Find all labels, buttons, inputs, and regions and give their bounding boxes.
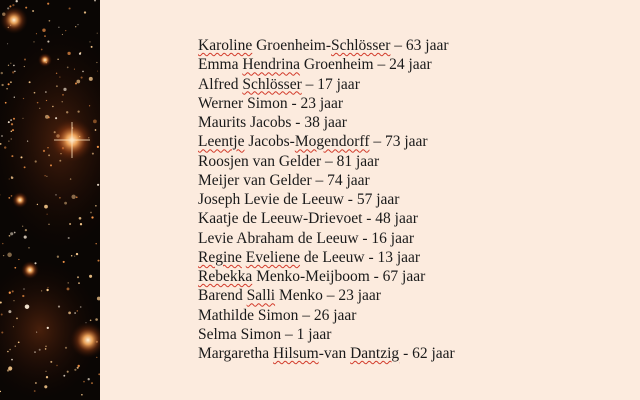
- star-speck: [96, 357, 97, 358]
- spellcheck-flagged-word: Schlösser: [242, 75, 302, 93]
- star-speck: [18, 259, 19, 260]
- star-speck: [57, 59, 58, 60]
- name-text: – 73 jaar: [369, 133, 428, 151]
- star-speck: [47, 287, 48, 288]
- star-speck: [52, 106, 53, 107]
- star-speck: [89, 77, 93, 81]
- star-speck: [46, 100, 47, 101]
- starfield-image: [0, 0, 100, 400]
- star-speck: [68, 237, 70, 239]
- name-text: – 17 jaar: [301, 75, 360, 93]
- star-speck: [24, 166, 26, 168]
- star-speck: [36, 332, 37, 333]
- star-speck: [77, 310, 79, 312]
- spellcheck-flagged-word: Leentje: [198, 133, 245, 151]
- star-speck: [16, 0, 18, 2]
- name-line: [198, 267, 455, 286]
- name-text: Menko-Meijboom - 67 jaar: [252, 268, 426, 285]
- star-speck: [1, 72, 3, 74]
- star-speck: [91, 382, 93, 384]
- star-speck: [97, 33, 98, 34]
- name-line: [198, 171, 455, 190]
- star-speck: [47, 214, 48, 215]
- star-speck: [63, 88, 66, 91]
- star-speck: [82, 71, 84, 73]
- star-speck: [81, 77, 83, 79]
- star-speck: [48, 154, 50, 156]
- name-text: -van: [318, 345, 351, 362]
- star-speck: [67, 287, 70, 290]
- star-speck: [3, 255, 4, 256]
- star-speck: [92, 153, 94, 155]
- star-speck: [65, 347, 67, 349]
- star-speck: [63, 261, 65, 263]
- star-speck: [78, 282, 80, 284]
- name-text: Groenheim-: [252, 37, 331, 54]
- star-speck: [9, 235, 11, 237]
- name-text: Margaretha: [198, 345, 274, 362]
- star-speck: [25, 7, 27, 9]
- star-speck: [24, 59, 26, 61]
- star-speck: [95, 205, 97, 207]
- star-speck: [84, 11, 86, 13]
- star-speck: [75, 26, 76, 27]
- star-speck: [5, 102, 7, 104]
- star-speck: [47, 3, 49, 5]
- star-speck: [77, 110, 79, 112]
- star-speck: [56, 73, 57, 74]
- star-speck: [91, 46, 93, 48]
- star-speck: [46, 176, 47, 177]
- star-speck: [70, 178, 71, 179]
- star-speck: [1, 84, 3, 86]
- name-line: [198, 286, 455, 305]
- name-text: Mathilde Simon – 26 jaar: [198, 306, 357, 324]
- name-text: Menko – 23 jaar: [275, 287, 381, 305]
- star-speck: [12, 129, 14, 131]
- star-speck: [22, 226, 23, 227]
- star-speck: [14, 71, 15, 72]
- star-speck: [69, 223, 71, 225]
- star-speck: [57, 256, 59, 258]
- star-speck: [58, 306, 60, 308]
- star-speck: [68, 282, 69, 283]
- star-speck: [6, 88, 8, 90]
- star-speck: [62, 34, 63, 35]
- star-speck: [55, 194, 56, 195]
- star-speck: [58, 27, 59, 28]
- spellcheck-flagged-word: Karoline: [198, 37, 253, 54]
- star-speck: [96, 62, 97, 63]
- star-speck: [14, 267, 16, 269]
- name-line: [198, 306, 455, 325]
- star-speck: [75, 83, 77, 85]
- star-speck: [71, 255, 73, 257]
- star-speck: [43, 150, 45, 152]
- star-speck: [80, 52, 82, 54]
- name-text: Maurits Jacobs - 38 jaar: [198, 114, 347, 131]
- star-speck: [89, 41, 90, 42]
- star-speck: [10, 119, 12, 121]
- star-speck: [7, 253, 12, 258]
- name-text: Joseph Levie de Leeuw - 57 jaar: [198, 191, 400, 208]
- star-speck: [45, 371, 46, 372]
- star-speck: [8, 65, 9, 66]
- star-speck: [8, 141, 9, 142]
- spellcheck-flagged-word: Rebekka: [198, 268, 253, 285]
- spellcheck-flagged-word: Regine: [198, 248, 242, 266]
- star-speck: [71, 195, 75, 199]
- star-speck: [48, 224, 49, 225]
- star-speck: [1, 331, 3, 333]
- star-speck: [32, 10, 34, 12]
- star-speck: [8, 121, 10, 123]
- star-speck: [44, 385, 47, 388]
- star-speck: [39, 108, 40, 109]
- star-speck: [34, 390, 36, 392]
- star-speck: [13, 300, 14, 301]
- star-speck: [1, 135, 3, 137]
- star-speck: [35, 160, 37, 162]
- star-speck: [80, 306, 82, 308]
- star-speck: [48, 116, 50, 118]
- star-speck: [34, 351, 35, 352]
- star-speck: [97, 146, 99, 148]
- star-speck: [59, 197, 61, 199]
- name-line: [198, 190, 455, 209]
- star-speck: [11, 176, 12, 177]
- star-speck: [22, 118, 23, 119]
- star-speck: [69, 7, 71, 9]
- spellcheck-flagged-word: Mogendorff: [294, 133, 370, 151]
- star-speck: [37, 204, 38, 205]
- star-speck: [46, 376, 48, 378]
- star-speck: [12, 4, 14, 6]
- star-speck: [74, 369, 76, 371]
- name-line: [198, 55, 455, 74]
- star-speck: [11, 138, 12, 139]
- star-speck: [66, 111, 68, 113]
- name-text: - 62 jaar: [399, 345, 455, 362]
- star-speck: [91, 216, 93, 218]
- star-speck: [13, 65, 15, 67]
- star-speck: [65, 30, 66, 31]
- star-speck: [8, 83, 10, 85]
- star-speck: [11, 195, 13, 197]
- star-speck: [10, 81, 12, 83]
- star-speck: [14, 97, 15, 98]
- name-text: – 63 jaar: [390, 37, 449, 54]
- star-speck: [95, 318, 98, 321]
- star-speck: [76, 196, 78, 198]
- star-speck: [62, 101, 63, 102]
- star-speck: [63, 375, 65, 377]
- star-speck: [56, 365, 57, 366]
- name-line: [198, 113, 455, 132]
- star-speck: [67, 67, 69, 69]
- star-speck: [77, 24, 78, 25]
- spellcheck-flagged-word: Schlösser: [331, 37, 391, 54]
- name-line: [198, 132, 455, 151]
- star-speck: [35, 382, 37, 384]
- star-speck: [45, 348, 47, 350]
- document-page: [100, 0, 640, 400]
- star-speck: [64, 202, 67, 205]
- star-speck: [67, 52, 70, 55]
- star-speck: [2, 243, 3, 244]
- star-speck: [95, 243, 96, 244]
- star-speck: [15, 345, 17, 347]
- star-speck: [97, 184, 99, 186]
- star-speck: [74, 256, 75, 257]
- star-speck: [33, 41, 34, 42]
- star-speck: [76, 80, 80, 84]
- star-speck: [77, 276, 79, 278]
- star-speck: [34, 92, 36, 94]
- star-speck: [97, 71, 98, 72]
- star-speck: [14, 232, 16, 234]
- name-line: [198, 94, 455, 113]
- name-line: [198, 209, 455, 228]
- star-speck: [12, 290, 14, 292]
- star-speck: [18, 341, 20, 343]
- name-line: [198, 248, 455, 267]
- star-speck: [11, 131, 13, 133]
- name-line: [198, 36, 455, 55]
- star-speck: [56, 85, 58, 87]
- spellcheck-flagged-word: Eveliene: [245, 248, 301, 266]
- star-speck: [8, 366, 12, 370]
- star-speck: [59, 160, 61, 162]
- name-text: Jacobs-: [244, 133, 295, 151]
- star-speck: [9, 292, 11, 294]
- star-speck: [68, 312, 71, 315]
- star-speck: [20, 156, 22, 158]
- star-speck: [45, 91, 47, 93]
- star-speck: [8, 197, 10, 199]
- spellcheck-flagged-word: Dantzig: [350, 345, 400, 362]
- star-speck: [23, 288, 25, 290]
- star-speck: [29, 81, 31, 83]
- star-speck: [81, 394, 83, 396]
- star-speck: [11, 155, 13, 157]
- star-speck: [36, 33, 37, 34]
- star-speck: [89, 275, 92, 278]
- star-speck: [7, 43, 8, 44]
- star-speck: [90, 212, 92, 214]
- star-speck: [83, 381, 85, 383]
- star-speck: [88, 378, 90, 380]
- star-speck: [44, 35, 46, 37]
- name-line: [198, 152, 455, 171]
- star-speck: [74, 312, 76, 314]
- spellcheck-flagged-word: Hendrina: [242, 56, 301, 74]
- star-speck: [67, 371, 69, 373]
- star-speck: [90, 319, 92, 321]
- star-speck: [80, 223, 82, 225]
- star-speck: [44, 205, 48, 209]
- star-speck: [42, 28, 45, 31]
- star-speck: [22, 295, 24, 297]
- star-speck: [50, 361, 52, 363]
- name-line: [198, 325, 455, 344]
- name-line: [198, 344, 455, 363]
- star-speck: [9, 349, 11, 351]
- name-text: Werner Simon - 23 jaar: [198, 94, 344, 112]
- star-speck: [49, 20, 51, 22]
- star-speck: [62, 94, 64, 96]
- spellcheck-flagged-word: Salli: [246, 287, 276, 305]
- star-speck: [25, 229, 27, 231]
- name-text: de Leeuw - 13 jaar: [300, 248, 421, 266]
- star-speck: [37, 102, 39, 104]
- name-line: [198, 229, 455, 248]
- star-speck: [44, 175, 45, 176]
- star-speck: [46, 289, 48, 291]
- star-speck: [89, 105, 90, 106]
- star-speck: [23, 98, 24, 99]
- star-speck: [59, 77, 60, 78]
- star-speck: [10, 63, 11, 64]
- name-text: Kaatje de Leeuw-Drievoet - 48 jaar: [198, 210, 418, 228]
- star-speck: [95, 129, 97, 131]
- star-speck: [76, 253, 78, 255]
- star-speck: [79, 217, 82, 220]
- star-speck: [11, 359, 13, 361]
- star-speck: [8, 310, 11, 313]
- star-speck: [25, 304, 30, 309]
- star-speck: [41, 49, 43, 51]
- star-speck: [24, 236, 27, 239]
- star-speck: [13, 118, 15, 120]
- star-speck: [27, 140, 28, 141]
- star-speck: [47, 147, 48, 148]
- star-speck: [28, 247, 30, 249]
- star-speck: [47, 41, 49, 43]
- name-text: Alfred: [198, 75, 243, 93]
- star-speck: [7, 351, 9, 353]
- star-speck: [94, 0, 95, 1]
- star-speck: [10, 232, 13, 235]
- star-speck: [11, 123, 13, 125]
- starfield-graphic: [0, 0, 100, 400]
- name-text: Groenheim – 24 jaar: [300, 56, 432, 74]
- star-speck: [55, 117, 57, 119]
- name-line: [198, 75, 455, 94]
- star-speck: [74, 69, 75, 70]
- name-text: Emma: [198, 56, 243, 74]
- star-speck: [13, 326, 14, 327]
- star-speck: [78, 365, 80, 367]
- star-speck: [50, 164, 52, 166]
- star-speck: [47, 327, 49, 329]
- victim-name-list: [198, 36, 455, 363]
- name-text: Barend: [198, 287, 247, 305]
- star-speck: [9, 178, 10, 179]
- name-text: Levie Abraham de Leeuw - 16 jaar: [198, 229, 415, 247]
- star-speck: [39, 349, 41, 351]
- name-text: Selma Simon – 1 jaar: [198, 325, 332, 343]
- star-speck: [41, 290, 42, 291]
- star-speck: [93, 120, 97, 124]
- star-speck: [45, 345, 47, 347]
- star-speck: [16, 317, 18, 319]
- star-speck: [4, 146, 6, 148]
- star-speck: [12, 71, 14, 73]
- name-text: Meijer van Gelder – 74 jaar: [198, 171, 370, 189]
- spellcheck-flagged-word: Hilsum: [273, 345, 319, 362]
- star-speck: [1, 314, 3, 316]
- star-speck: [24, 66, 25, 67]
- star-speck: [77, 367, 79, 369]
- name-text: Roosjen van Gelder – 81 jaar: [198, 152, 380, 170]
